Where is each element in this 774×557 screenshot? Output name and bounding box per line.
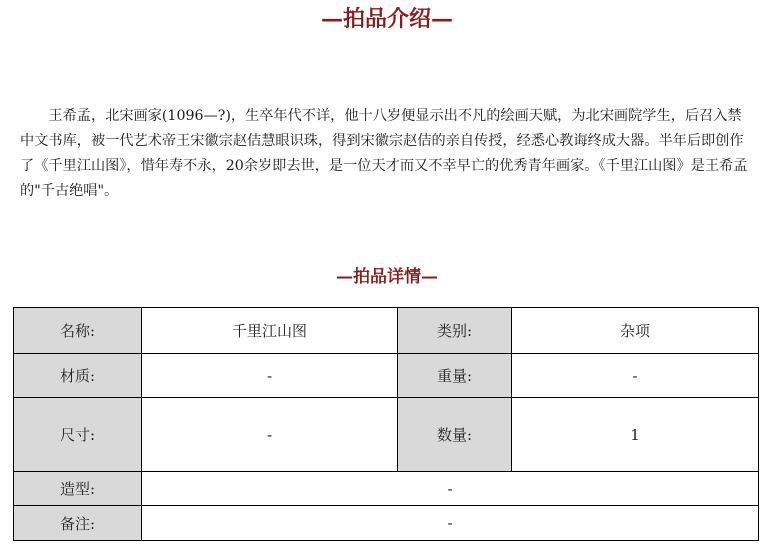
table-row [14,398,759,472]
table-row [14,472,759,506]
size-label: 尺寸: [14,398,142,472]
shape-value: - [142,472,759,506]
weight-value: - [512,354,759,398]
weight-label: 重量: [398,354,512,398]
details-table [13,307,759,541]
quantity-value: 1 [512,398,759,472]
intro-paragraph: 王希孟，北宋画家(1096—?)，生卒年代不详，他十八岁便显示出不凡的绘画天赋，为北宋画院学生，后召入禁中文书库，被一代艺术帝王宋徽宗赵佶慧眼识珠，得到宋徽宗赵佶的亲自传授，经悉心教诲终成大器。半年后即创作了《千里江山图》，惜年寿不永，20余岁即去世，是一位天才而又不幸早亡的优秀青年画家。《千里江山图》是王希孟的"千古绝唱"。 [20,108,748,199]
material-value: - [142,354,398,398]
shape-label: 造型: [14,472,142,506]
material-label: 材质: [14,354,142,398]
table-row [14,354,759,398]
category-value: 杂项 [512,308,759,354]
notes-label: 备注: [14,506,142,541]
intro-section-title: —拍品介绍— [320,6,453,32]
notes-value: - [142,506,759,541]
name-label: 名称: [14,308,142,354]
table-row [14,506,759,541]
category-label: 类别: [398,308,512,354]
details-section-title: —拍品详情— [336,267,438,287]
table-row [14,308,759,354]
quantity-label: 数量: [398,398,512,472]
size-value: - [142,398,398,472]
name-value: 千里江山图 [142,308,398,354]
